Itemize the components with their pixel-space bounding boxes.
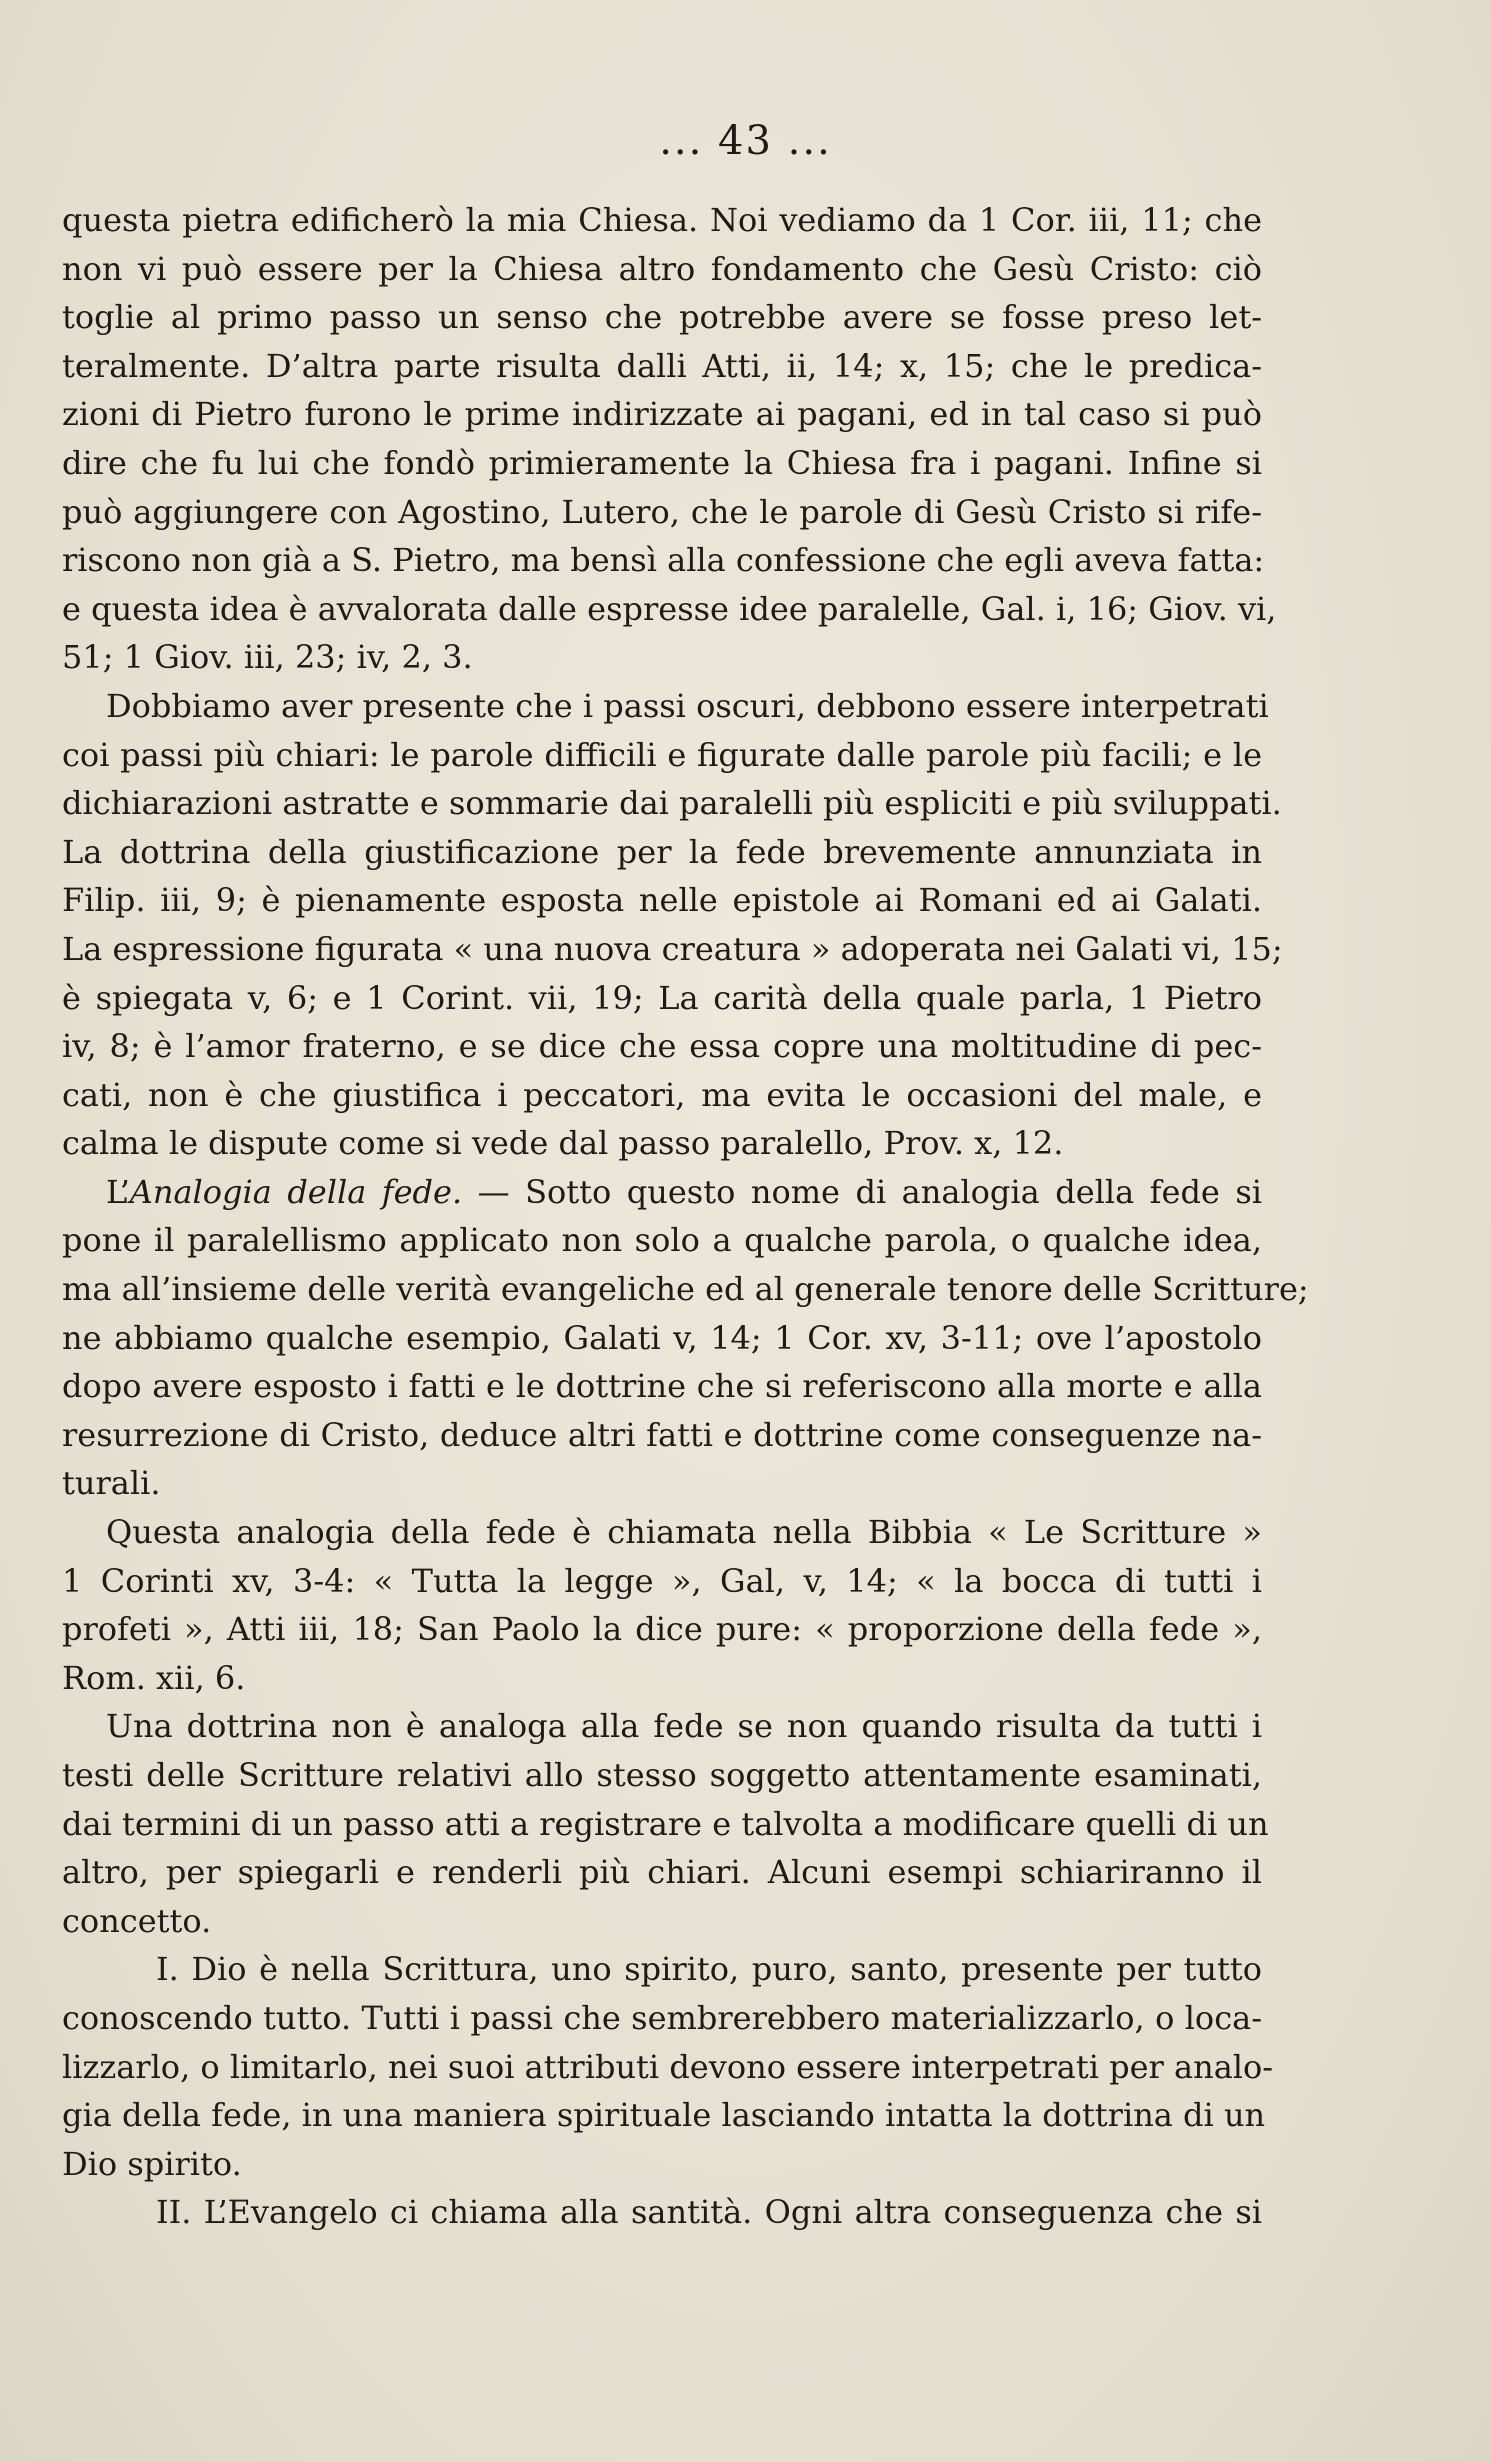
text-line: ma all’insieme delle verità evangeliche ed al generale tenore delle Scritture; xyxy=(62,1270,1309,1309)
text-line: riscono non già a S. Pietro, ma bensì alla confessione che egli aveva fatta: xyxy=(62,541,1265,580)
section-heading-line xyxy=(62,1168,1262,1217)
text-line: Dio spirito. xyxy=(62,2144,242,2183)
text-line: dai termini di un passo atti a registrare e talvolta a modificare quelli di un xyxy=(62,1804,1269,1843)
text-line: dire che fu lui che fondò primieramente la Chiesa fra i pagani. Infine si xyxy=(62,443,1262,482)
heading-prefix: L’ xyxy=(106,1172,130,1211)
text-line: dopo avere esposto i fatti e le dottrine che si referiscono alla morte e alla xyxy=(62,1367,1262,1406)
text-line: non vi può essere per la Chiesa altro fondamento che Gesù Cristo: ciò xyxy=(62,249,1262,288)
text-line: e questa idea è avvalorata dalle espresse idee paralelle, Gal. i, 16; Giov. vi, xyxy=(62,589,1277,628)
text-line: Una dottrina non è analoga alla fede se non quando risulta da tutti i xyxy=(106,1707,1262,1746)
text-line: concetto. xyxy=(62,1901,212,1940)
section-heading: Analogia della fede. xyxy=(129,1172,463,1211)
text-line: 51; 1 Giov. iii, 23; iv, 2, 3. xyxy=(62,638,473,677)
text-line: lizzarlo, o limitarlo, nei suoi attributi devono essere interpetrati per analo- xyxy=(62,2047,1274,2086)
text-line: Questa analogia della fede è chiamata nella Bibbia « Le Scritture » xyxy=(106,1513,1262,1552)
text-line: conoscendo tutto. Tutti i passi che sembrerebbero materializzarlo, o loca- xyxy=(62,1998,1262,2037)
text-line: turali. xyxy=(62,1464,161,1503)
text-line: profeti », Atti iii, 18; San Paolo la dice pure: « proporzione della fede », xyxy=(62,1610,1262,1649)
text-line-rest: — Sotto questo nome di analogia della fede si xyxy=(462,1172,1263,1211)
text-line: II. L’Evangelo ci chiama alla santità. Ogni altra conseguenza che si xyxy=(156,2193,1262,2232)
text-line: testi delle Scritture relativi allo stesso soggetto attentamente esaminati, xyxy=(62,1756,1262,1794)
text-line: toglie al primo passo un senso che potrebbe avere se fosse preso let- xyxy=(62,298,1262,337)
body-text xyxy=(62,196,1309,2237)
text-line: Dobbiamo aver presente che i passi oscuri, debbono essere interpetrati xyxy=(106,686,1269,725)
text-line: questa pietra edificherò la mia Chiesa. Noi vediamo da 1 Cor. iii, 11; che xyxy=(62,201,1262,239)
text-line: iv, 8; è l’amor fraterno, e se dice che essa copre una moltitudine di pec- xyxy=(62,1027,1262,1066)
text-line: I. Dio è nella Scrittura, uno spirito, puro, santo, presente per tutto xyxy=(156,1950,1262,1989)
page-number: ... 43 ... xyxy=(659,118,832,164)
text-line: pone il paralellismo applicato non solo a qualche parola, o qualche idea, xyxy=(62,1221,1262,1260)
text-line: La espressione figurata « una nuova creatura » adoperata nei Galati vi, 15; xyxy=(62,929,1283,968)
text-line: può aggiungere con Agostino, Lutero, che le parole di Gesù Cristo si rife- xyxy=(62,492,1262,531)
text-line: è spiegata v, 6; e 1 Corint. vii, 19; La carità della quale parla, 1 Pietro xyxy=(62,978,1262,1017)
text-line: Filip. iii, 9; è pienamente esposta nelle epistole ai Romani ed ai Galati. xyxy=(62,881,1262,920)
text-line: La dottrina della giustificazione per la fede brevemente annunziata in xyxy=(62,832,1262,871)
text-line: calma le dispute come si vede dal passo paralello, Prov. x, 12. xyxy=(62,1124,1064,1163)
text-line: coi passi più chiari: le parole difficili e figurate dalle parole più facili; e le xyxy=(62,735,1262,774)
text-line: gia della fede, in una maniera spirituale lasciando intatta la dottrina di un xyxy=(62,2096,1266,2135)
text-line: teralmente. D’altra parte risulta dalli Atti, ii, 14; x, 15; che le predica- xyxy=(62,346,1262,385)
text-line: Rom. xii, 6. xyxy=(62,1658,246,1697)
text-line: ne abbiamo qualche esempio, Galati v, 14; 1 Cor. xv, 3-11; ove l’apostolo xyxy=(62,1318,1262,1357)
text-line: zioni di Pietro furono le prime indirizzate ai pagani, ed in tal caso si può xyxy=(62,395,1262,434)
text-line: cati, non è che giustifica i peccatori, ma evita le occasioni del male, e xyxy=(62,1075,1262,1114)
text-line: altro, per spiegarli e renderli più chiari. Alcuni esempi schiariranno il xyxy=(62,1853,1262,1892)
text-line: dichiarazioni astratte e sommarie dai paralelli più espliciti e più sviluppati. xyxy=(62,784,1282,823)
text-line: 1 Corinti xv, 3-4: « Tutta la legge », Gal, v, 14; « la bocca di tutti i xyxy=(62,1561,1262,1600)
text-line: resurrezione di Cristo, deduce altri fatti e dottrine come conseguenze na- xyxy=(62,1415,1262,1454)
